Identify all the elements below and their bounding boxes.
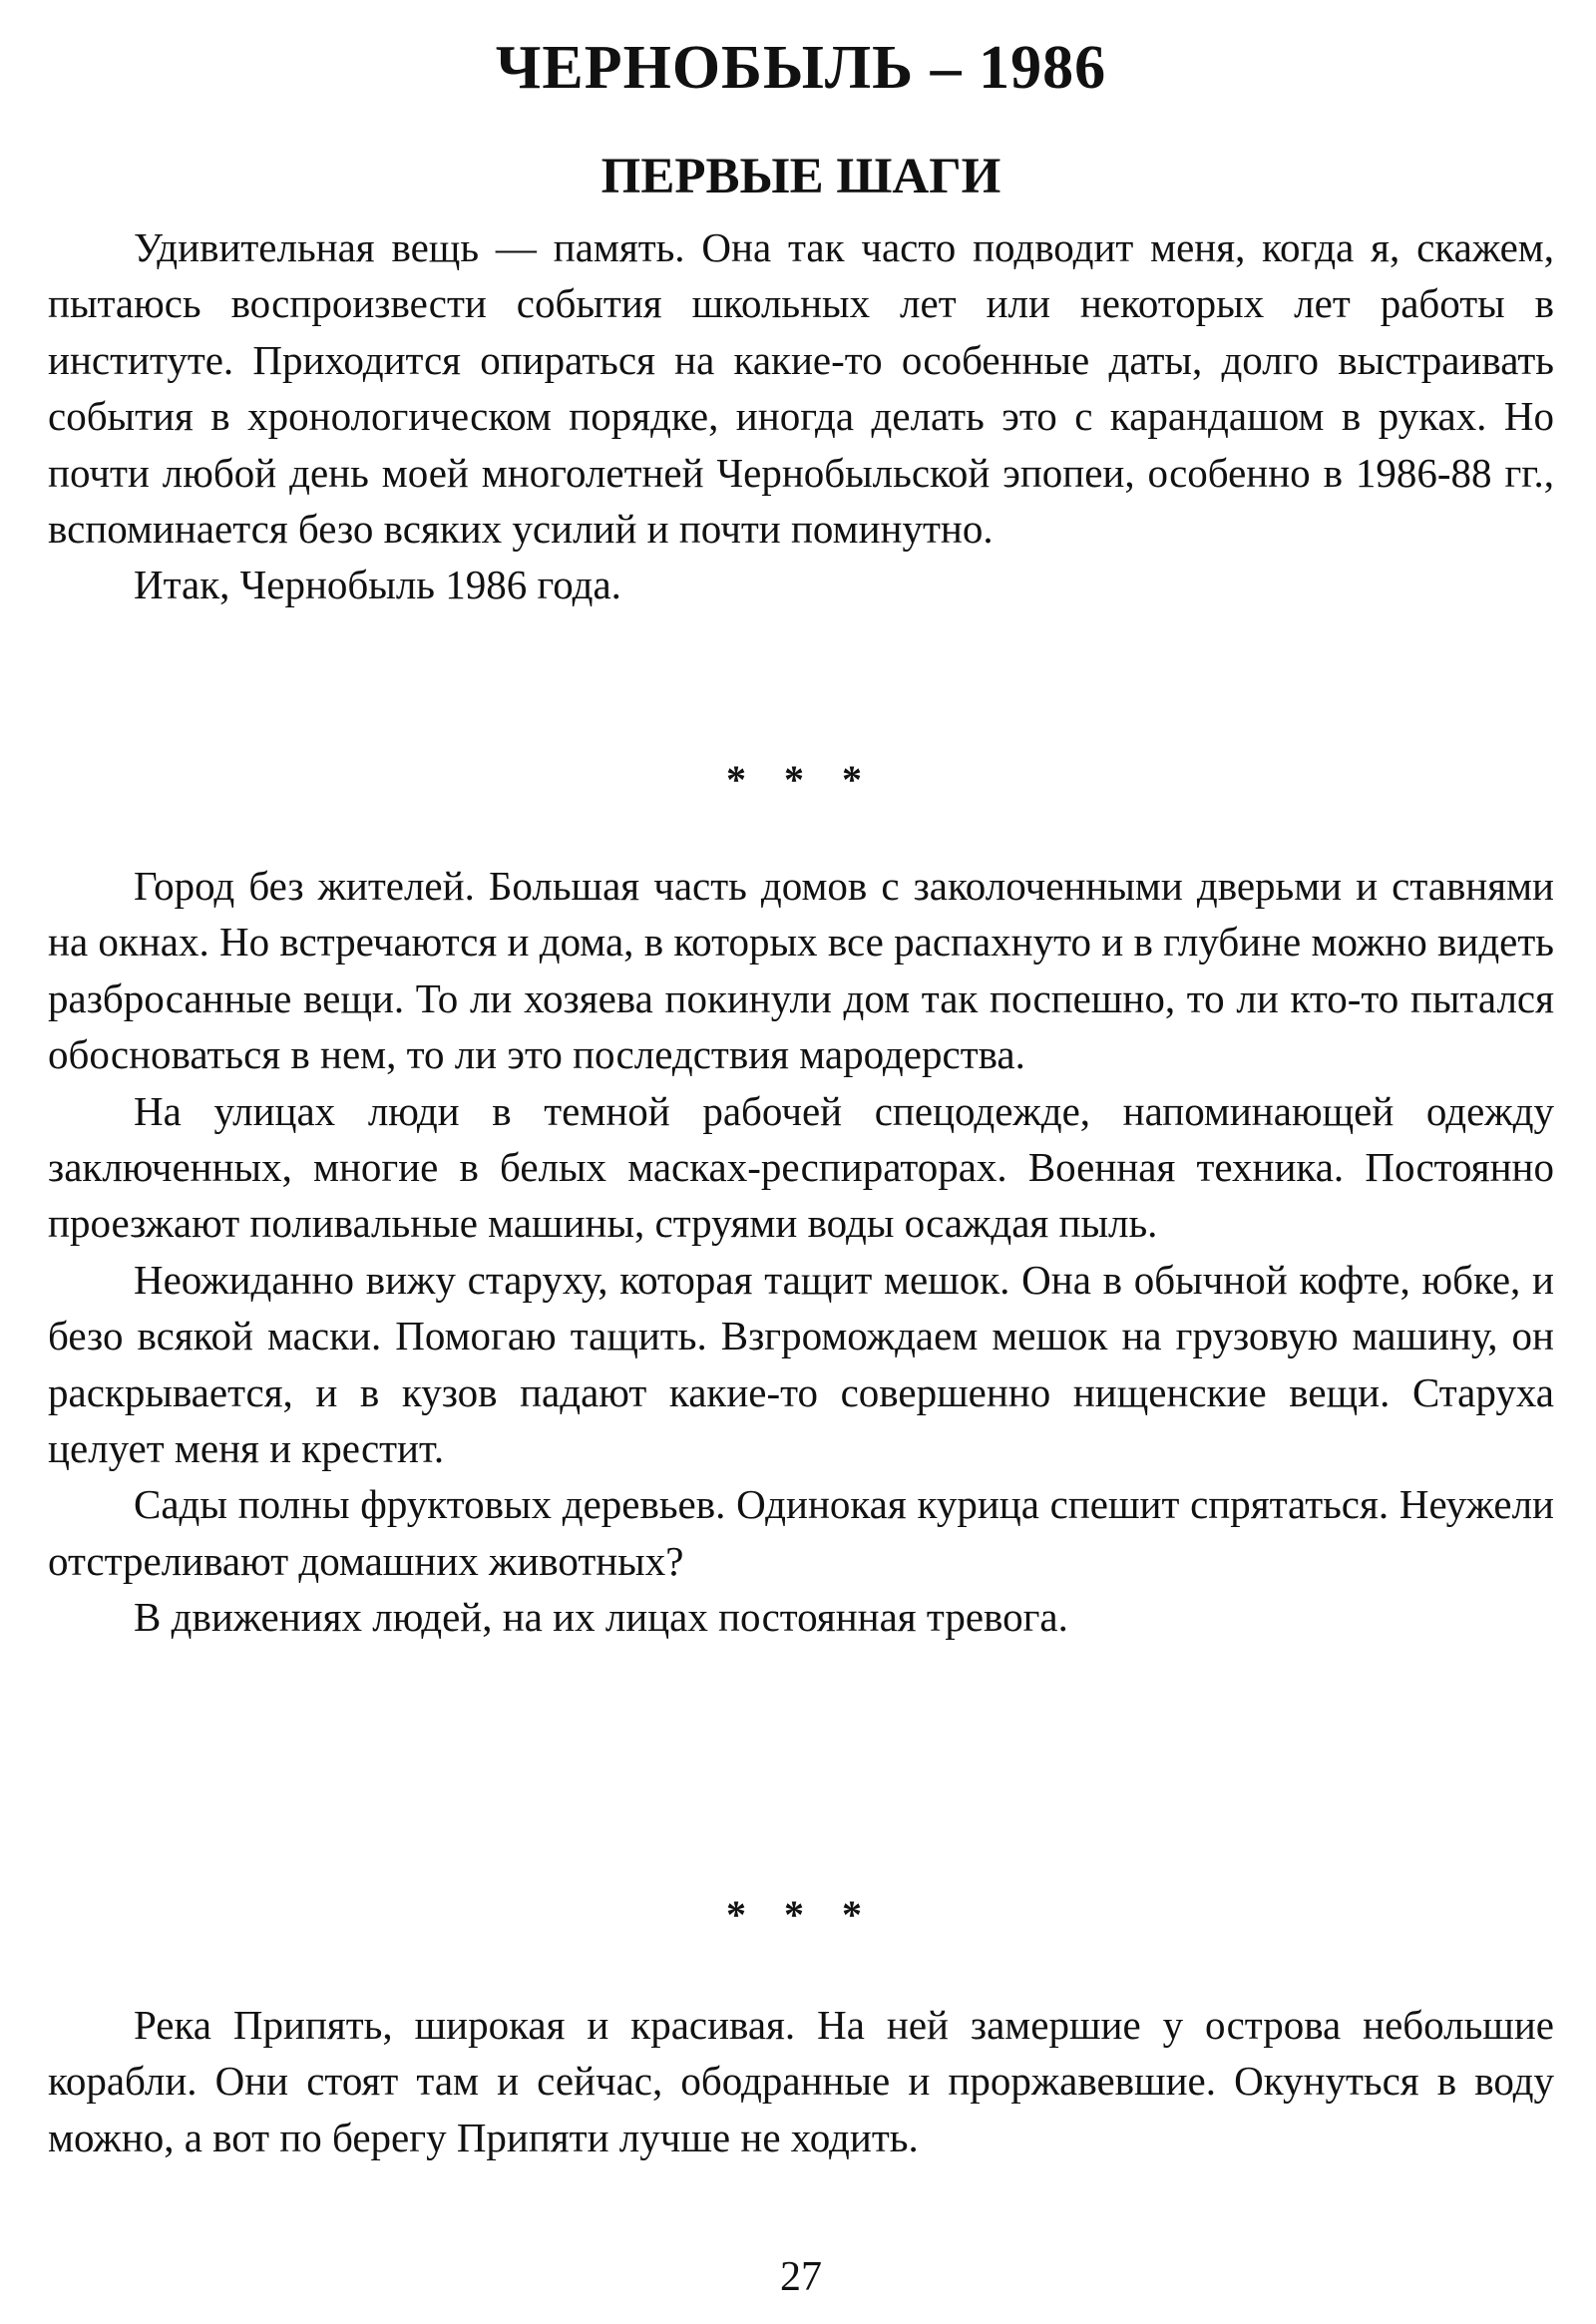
chapter-subtitle: ПЕРВЫЕ ШАГИ (600, 149, 1001, 204)
paragraph: На улицах люди в темной рабочей спецодежде, напоминающей одежду заключенных, многие в белых масках-респираторах. Военная техника. Постоянно проезжают поливальные машины, струями воды осаждая пыль. (48, 1087, 1554, 1247)
section-memory (48, 219, 1554, 613)
paragraph: Река Припять, широкая и красивая. На ней замершие у острова небольшие корабли. Они стоят там и сейчас, ободранные и проржавевшие. Окунуться в воду можно, а вот по берегу Припяти лучше не ходить. (48, 2002, 1554, 2160)
paragraph: В движениях людей, на их лицах постоянная тревога. (134, 1594, 1068, 1641)
page-title: ЧЕРНОБЫЛЬ – 1986 (495, 34, 1107, 102)
paragraph: Сады полны фруктовых деревьев. Одинокая курица спешит спрятаться. Неужели отстреливают домашних животных? (48, 1481, 1554, 1584)
section-river (48, 1997, 1554, 2165)
paragraph: Итак, Чернобыль 1986 года. (134, 562, 621, 608)
section-separator: * * * (726, 757, 876, 802)
book-page (48, 0, 1554, 2324)
section-city (48, 858, 1554, 1646)
page-number: 27 (780, 2254, 822, 2300)
paragraph: Удивительная вещь — память. Она так часто подводит меня, когда я, скажем, пытаюсь воспроизвести события школьных лет или некоторых лет работы в институте. Приходится опираться на какие-то особенные даты, долго выстраивать события в хронологическом порядке, иногда делать это с карандашом в руках. Но почти любой день моей многолетней Чернобыльской эпопеи, особенно в 1986-88 гг., вспоминается безо всяких усилий и почти поминутно. (48, 224, 1554, 553)
paragraph: Неожиданно вижу старуху, которая тащит мешок. Она в обычной кофте, юбке, и безо всякой маски. Помогаю тащить. Взгромождаем мешок на грузовую машину, он раскрывается, и в кузов падают какие-то совершенно нищенские вещи. Старуха целует меня и крестит. (48, 1256, 1554, 1472)
section-separator: * * * (726, 1892, 876, 1937)
paragraph: Город без жителей. Большая часть домов с заколоченными дверьми и ставнями на окнах. Но встречаются и дома, в которых все распахнуто и в глубине можно видеть разбросанные вещи. То ли хозяева покинули дом так поспешно, то ли кто-то пытался обосноваться в нем, то ли это последствия мародерства. (48, 863, 1554, 1078)
